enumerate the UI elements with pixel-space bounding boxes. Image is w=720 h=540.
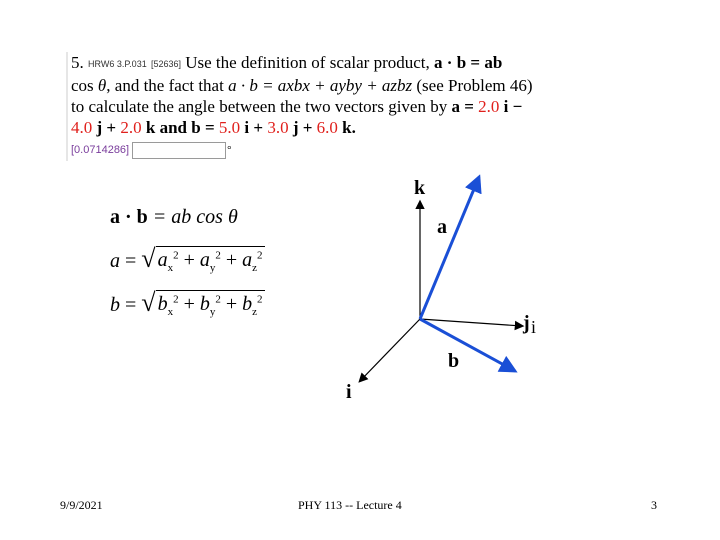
problem-number: 5. [71,53,84,72]
problem-id: [52636] [150,59,181,69]
radical-icon: √ [141,288,156,317]
unit-k-1: k and [145,118,187,137]
radicand-b: $b_x^2 + b_y^2 + b_z^2$ [156,290,265,318]
eq1-lhs: a · b [110,206,148,228]
vector-b-arrow [420,319,515,371]
i-axis-label: i [346,381,352,403]
problem-text-2: , and the fact that [106,76,224,95]
vector-b-x: 5.0 [218,118,241,137]
footer-page-number: 3 [651,498,657,512]
vector-a-x: 2.0 [478,97,500,116]
problem-text-cos: cos [71,76,94,95]
eq2-equals: = [125,250,137,272]
degree-symbol: ° [227,144,232,156]
vector-b-y: 3.0 [267,118,289,137]
j-axis [420,319,522,326]
problem-text-1: Use the definition of scalar product, [185,53,430,72]
vector-b-label: b [448,350,460,372]
unit-j-1: j + [96,118,117,137]
theta-symbol: θ [97,76,107,95]
problem-text-3: to calculate the angle between the two vectors given by [71,97,448,116]
plus-sign: + [183,249,195,271]
j-axis-label: j [523,312,530,334]
eq3-lhs: b [110,294,120,316]
i-axis [360,319,420,381]
j-axis-label-overlap: i [531,317,537,337]
radicand-a: $a_x^2 + a_y^2 + a_z^2$ [156,246,265,274]
problem-reference: (see Problem 46) [416,76,533,95]
vector-b-z: 6.0 [316,118,338,137]
component-formula: a · b = axbx + ayby + azbz [228,76,413,95]
answer-code: [0.0714286] [71,144,130,156]
unit-i-1: i − [503,97,523,116]
plus-sign: + [183,293,195,315]
unit-i-2: i + [244,118,264,137]
eq3-equals: = [125,294,137,316]
unit-k-2: k. [342,118,356,137]
eq2-lhs: a [110,250,120,272]
unit-j-2: j + [292,118,313,137]
footer-course: PHY 113 -- Lecture 4 [298,498,402,512]
footer-date: 9/9/2021 [60,498,103,512]
vector-a-y: 4.0 [71,118,93,137]
vector-a-label: a = [451,97,474,116]
vector-a-z: 2.0 [120,118,142,137]
problem-tag: HRW6 3.P.031 [88,59,147,69]
vector-a-label: a [437,216,447,238]
vector-a-arrow [420,177,479,319]
plus-sign: + [225,249,238,271]
plus-sign: + [225,293,238,315]
k-axis-label: k [414,177,426,199]
radical-icon: √ [141,244,156,273]
eq1-rhs: = ab cos θ [152,206,238,228]
scalar-product-formula: a · b = ab [434,53,503,72]
vector-b-label: b = [191,118,215,137]
